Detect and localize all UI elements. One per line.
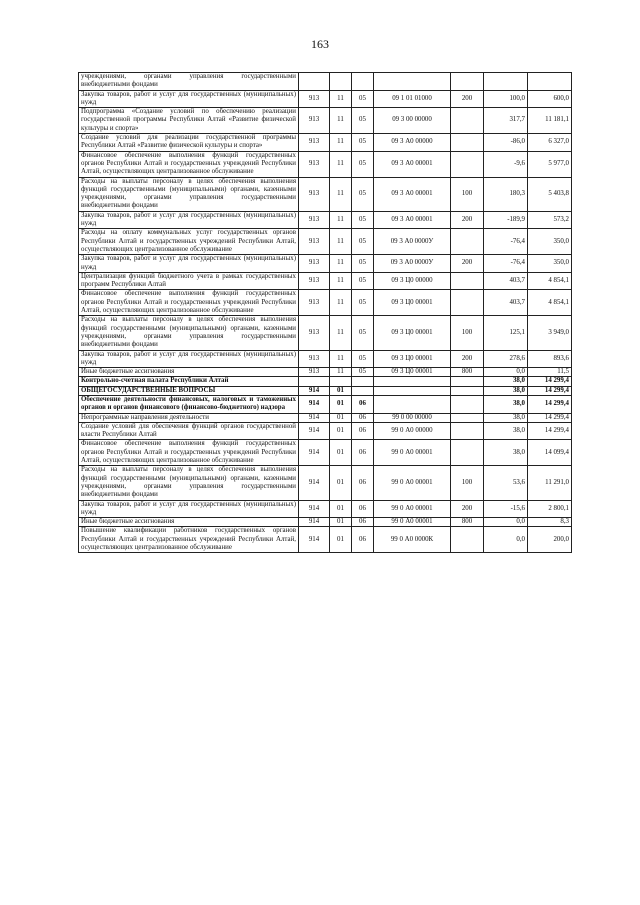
target-article-cell [374, 395, 451, 413]
target-article-cell [374, 377, 451, 386]
change-amount-cell: 0,0 [484, 518, 528, 527]
expense-name-cell: Создание условий для обеспечения функций органов государственной власти Республики Алтай [79, 422, 299, 440]
ministry-code-cell: 914 [299, 440, 330, 466]
subsection-code-cell: 05 [352, 151, 374, 177]
subsection-code-cell: 05 [352, 90, 374, 108]
expense-type-cell: 800 [451, 518, 484, 527]
subsection-code-cell [352, 377, 374, 386]
total-amount-cell: 6 327,0 [528, 134, 572, 152]
subsection-code-cell: 06 [352, 466, 374, 500]
ministry-code-cell: 913 [299, 134, 330, 152]
table-row [79, 518, 572, 527]
ministry-code-cell: 914 [299, 518, 330, 527]
ministry-code-cell: 914 [299, 527, 330, 553]
table-row [79, 229, 572, 255]
subsection-code-cell: 05 [352, 255, 374, 273]
change-amount-cell: 100,0 [484, 90, 528, 108]
expense-name-cell: Финансовое обеспечение выполнения функций государственных органов Республики Алтай и государственных учреждений Республики Алтай, осуществляющих централизованное обслуживание [79, 151, 299, 177]
ministry-code-cell: 914 [299, 500, 330, 518]
page-number: 163 [311, 37, 329, 51]
change-amount-cell: 403,7 [484, 290, 528, 316]
table-row [79, 395, 572, 413]
expense-name-cell: Создание условий для реализации государственной программы Республики Алтай «Развитие физической культуры и спорта» [79, 134, 299, 152]
total-amount-cell: 350,0 [528, 229, 572, 255]
total-amount-cell: 14 299,4 [528, 422, 572, 440]
total-amount-cell: 893,6 [528, 350, 572, 368]
target-article-cell: 09 3 Ц0 00001 [374, 368, 451, 377]
budget-table [78, 72, 572, 553]
target-article-cell: 99 0 А0 0000К [374, 527, 451, 553]
change-amount-cell: 125,1 [484, 316, 528, 350]
expense-name-cell: Закупка товаров, работ и услуг для государственных (муниципальных) нужд [79, 500, 299, 518]
expense-type-cell [451, 290, 484, 316]
ministry-code-cell: 914 [299, 413, 330, 422]
ministry-code-cell: 913 [299, 90, 330, 108]
target-article-cell: 09 3 А0 00001 [374, 177, 451, 211]
change-amount-cell: 38,0 [484, 440, 528, 466]
section-code-cell: 11 [330, 350, 352, 368]
subsection-code-cell: 05 [352, 229, 374, 255]
section-code-cell: 11 [330, 290, 352, 316]
expense-type-cell [451, 386, 484, 395]
subsection-code-cell: 05 [352, 211, 374, 229]
expense-type-cell [451, 108, 484, 134]
expense-type-cell [451, 134, 484, 152]
section-code-cell: 01 [330, 395, 352, 413]
ministry-code-cell: 914 [299, 386, 330, 395]
total-amount-cell: 11,5 [528, 368, 572, 377]
change-amount-cell: 38,0 [484, 413, 528, 422]
expense-name-cell: Финансовое обеспечение выполнения функций государственных органов Республики Алтай и государственных учреждений Республики Алтай, осуществляющих централизованное обслуживание [79, 440, 299, 466]
table-row [79, 108, 572, 134]
expense-type-cell [451, 440, 484, 466]
change-amount-cell: -15,6 [484, 500, 528, 518]
table-row [79, 350, 572, 368]
section-code-cell: 11 [330, 211, 352, 229]
subsection-code-cell: 06 [352, 413, 374, 422]
table-row [79, 290, 572, 316]
expense-name-cell: Контрольно-счетная палата Республики Алтай [79, 377, 299, 386]
expense-name-cell: Расходы на выплаты персоналу в целях обеспечения выполнения функций государственными (муниципальными) органами, казенными учреждениями, органами управления государственными внебюджетными фондами [79, 466, 299, 500]
subsection-code-cell: 06 [352, 440, 374, 466]
expense-type-cell: 100 [451, 466, 484, 500]
total-amount-cell: 5 977,0 [528, 151, 572, 177]
target-article-cell: 09 3 Ц0 00000 [374, 272, 451, 290]
section-code-cell [330, 73, 352, 91]
subsection-code-cell: 06 [352, 518, 374, 527]
section-code-cell: 11 [330, 316, 352, 350]
section-code-cell: 01 [330, 413, 352, 422]
subsection-code-cell: 05 [352, 272, 374, 290]
target-article-cell: 09 3 А0 00000 [374, 134, 451, 152]
change-amount-cell: 38,0 [484, 377, 528, 386]
expense-type-cell: 200 [451, 350, 484, 368]
expense-name-cell: Иные бюджетные ассигнования [79, 518, 299, 527]
change-amount-cell: -76,4 [484, 255, 528, 273]
table-row [79, 422, 572, 440]
section-code-cell: 01 [330, 386, 352, 395]
table-row [79, 316, 572, 350]
expense-name-cell: Повышение квалификации работников государственных органов Республики Алтай и государственных учреждений Республики Алтай, осуществляющих централизованное обслуживание [79, 527, 299, 553]
section-code-cell: 11 [330, 151, 352, 177]
subsection-code-cell: 06 [352, 527, 374, 553]
ministry-code-cell: 913 [299, 316, 330, 350]
total-amount-cell: 14 299,4 [528, 395, 572, 413]
table-row [79, 211, 572, 229]
expense-type-cell [451, 229, 484, 255]
section-code-cell: 01 [330, 518, 352, 527]
change-amount-cell: 180,3 [484, 177, 528, 211]
expense-name-cell: Закупка товаров, работ и услуг для государственных (муниципальных) нужд [79, 90, 299, 108]
change-amount-cell: 38,0 [484, 386, 528, 395]
subsection-code-cell: 05 [352, 350, 374, 368]
target-article-cell: 09 3 Ц0 00001 [374, 350, 451, 368]
table-row [79, 386, 572, 395]
change-amount-cell: 0,0 [484, 527, 528, 553]
expense-name-cell: Закупка товаров, работ и услуг для государственных (муниципальных) нужд [79, 211, 299, 229]
target-article-cell [374, 386, 451, 395]
expense-type-cell [451, 422, 484, 440]
expense-type-cell: 200 [451, 500, 484, 518]
change-amount-cell: 53,6 [484, 466, 528, 500]
budget-table-body [79, 73, 572, 553]
expense-type-cell: 100 [451, 177, 484, 211]
target-article-cell: 99 0 А0 00001 [374, 500, 451, 518]
section-code-cell: 11 [330, 272, 352, 290]
target-article-cell: 09 3 Ц0 00001 [374, 290, 451, 316]
table-row [79, 73, 572, 91]
subsection-code-cell: 06 [352, 500, 374, 518]
change-amount-cell: -76,4 [484, 229, 528, 255]
total-amount-cell: 350,0 [528, 255, 572, 273]
ministry-code-cell: 913 [299, 151, 330, 177]
change-amount-cell: -189,9 [484, 211, 528, 229]
change-amount-cell: 403,7 [484, 272, 528, 290]
total-amount-cell: 11 291,0 [528, 466, 572, 500]
table-row [79, 466, 572, 500]
change-amount-cell: -86,0 [484, 134, 528, 152]
total-amount-cell: 14 299,4 [528, 413, 572, 422]
target-article-cell: 99 0 А0 00001 [374, 518, 451, 527]
subsection-code-cell: 05 [352, 316, 374, 350]
subsection-code-cell: 05 [352, 134, 374, 152]
expense-name-cell: Закупка товаров, работ и услуг для государственных (муниципальных) нужд [79, 350, 299, 368]
subsection-code-cell: 05 [352, 290, 374, 316]
ministry-code-cell: 913 [299, 272, 330, 290]
subsection-code-cell: 06 [352, 395, 374, 413]
ministry-code-cell: 913 [299, 177, 330, 211]
total-amount-cell: 4 854,1 [528, 272, 572, 290]
change-amount-cell [484, 73, 528, 91]
table-row [79, 151, 572, 177]
expense-name-cell: Централизация функций бюджетного учета в рамках государственных программ Республики Алтай [79, 272, 299, 290]
expense-name-cell: ОБЩЕГОСУДАРСТВЕННЫЕ ВОПРОСЫ [79, 386, 299, 395]
expense-type-cell [451, 395, 484, 413]
section-code-cell: 11 [330, 108, 352, 134]
subsection-code-cell: 05 [352, 368, 374, 377]
expense-name-cell: Расходы на выплаты персоналу в целях обеспечения выполнения функций государственными (муниципальными) органами, казенными учреждениями, органами управления государственными внебюджетными фондами [79, 316, 299, 350]
expense-type-cell: 200 [451, 211, 484, 229]
total-amount-cell: 3 949,0 [528, 316, 572, 350]
ministry-code-cell [299, 73, 330, 91]
expense-name-cell: Расходы на оплату коммунальных услуг государственных органов Республики Алтай и государственных учреждений Республики Алтай, осуществляющих централизованное обслуживание [79, 229, 299, 255]
table-row [79, 413, 572, 422]
total-amount-cell [528, 73, 572, 91]
section-code-cell: 11 [330, 229, 352, 255]
table-row [79, 368, 572, 377]
table-row [79, 527, 572, 553]
target-article-cell [374, 73, 451, 91]
change-amount-cell: 38,0 [484, 422, 528, 440]
total-amount-cell: 14 099,4 [528, 440, 572, 466]
target-article-cell: 99 0 А0 00001 [374, 440, 451, 466]
total-amount-cell: 11 181,1 [528, 108, 572, 134]
target-article-cell: 09 3 А0 00001 [374, 151, 451, 177]
expense-type-cell [451, 151, 484, 177]
expense-type-cell: 200 [451, 90, 484, 108]
section-code-cell: 11 [330, 90, 352, 108]
ministry-code-cell: 913 [299, 255, 330, 273]
change-amount-cell: 38,0 [484, 395, 528, 413]
section-code-cell [330, 377, 352, 386]
section-code-cell: 01 [330, 527, 352, 553]
section-code-cell: 11 [330, 368, 352, 377]
section-code-cell: 01 [330, 500, 352, 518]
table-row [79, 377, 572, 386]
total-amount-cell: 200,0 [528, 527, 572, 553]
section-code-cell: 11 [330, 177, 352, 211]
table-row [79, 272, 572, 290]
expense-name-cell: Иные бюджетные ассигнования [79, 368, 299, 377]
ministry-code-cell: 913 [299, 229, 330, 255]
ministry-code-cell: 913 [299, 108, 330, 134]
ministry-code-cell: 914 [299, 395, 330, 413]
ministry-code-cell: 914 [299, 422, 330, 440]
target-article-cell: 99 0 А0 00001 [374, 466, 451, 500]
target-article-cell: 09 1 01 01000 [374, 90, 451, 108]
subsection-code-cell: 06 [352, 422, 374, 440]
section-code-cell: 01 [330, 466, 352, 500]
table-row [79, 255, 572, 273]
ministry-code-cell: 913 [299, 350, 330, 368]
ministry-code-cell: 913 [299, 211, 330, 229]
table-row [79, 177, 572, 211]
target-article-cell: 09 3 А0 0000У [374, 229, 451, 255]
target-article-cell: 99 0 А0 00000 [374, 422, 451, 440]
ministry-code-cell [299, 377, 330, 386]
table-row [79, 440, 572, 466]
total-amount-cell: 600,0 [528, 90, 572, 108]
expense-name-cell: Расходы на выплаты персоналу в целях обеспечения выполнения функций государственными (муниципальными) органами, казенными учреждениями, органами управления государственными внебюджетными фондами [79, 177, 299, 211]
expense-name-cell: Подпрограмма «Создание условий по обеспечению реализации государственной программы Республики Алтай «Развитие физической культуры и спорта» [79, 108, 299, 134]
expense-name-cell: Закупка товаров, работ и услуг для государственных (муниципальных) нужд [79, 255, 299, 273]
total-amount-cell: 2 800,1 [528, 500, 572, 518]
change-amount-cell: 317,7 [484, 108, 528, 134]
total-amount-cell: 5 403,8 [528, 177, 572, 211]
change-amount-cell: 278,6 [484, 350, 528, 368]
section-code-cell: 11 [330, 255, 352, 273]
expense-type-cell: 800 [451, 368, 484, 377]
section-code-cell: 11 [330, 134, 352, 152]
expense-type-cell [451, 527, 484, 553]
table-row [79, 500, 572, 518]
total-amount-cell: 573,2 [528, 211, 572, 229]
expense-name-cell: учреждениями, органами управления государственными внебюджетными фондами [79, 73, 299, 91]
change-amount-cell: -9,6 [484, 151, 528, 177]
table-row [79, 134, 572, 152]
subsection-code-cell [352, 386, 374, 395]
total-amount-cell: 4 854,1 [528, 290, 572, 316]
expense-type-cell [451, 413, 484, 422]
total-amount-cell: 14 299,4 [528, 386, 572, 395]
expense-type-cell: 200 [451, 255, 484, 273]
expense-type-cell [451, 272, 484, 290]
target-article-cell: 09 3 00 00000 [374, 108, 451, 134]
section-code-cell: 01 [330, 440, 352, 466]
expense-type-cell: 100 [451, 316, 484, 350]
change-amount-cell: 0,0 [484, 368, 528, 377]
expense-name-cell: Обеспечение деятельности финансовых, налоговых и таможенных органов и органов финансового (финансово-бюджетного) надзора [79, 395, 299, 413]
table-row [79, 90, 572, 108]
total-amount-cell: 8,3 [528, 518, 572, 527]
ministry-code-cell: 913 [299, 368, 330, 377]
target-article-cell: 09 3 Ц0 00001 [374, 316, 451, 350]
ministry-code-cell: 914 [299, 466, 330, 500]
ministry-code-cell: 913 [299, 290, 330, 316]
target-article-cell: 09 3 А0 00001 [374, 211, 451, 229]
expense-type-cell [451, 377, 484, 386]
target-article-cell: 99 0 00 00000 [374, 413, 451, 422]
section-code-cell: 01 [330, 422, 352, 440]
target-article-cell: 09 3 А0 0000У [374, 255, 451, 273]
expense-type-cell [451, 73, 484, 91]
total-amount-cell: 14 299,4 [528, 377, 572, 386]
subsection-code-cell [352, 73, 374, 91]
expense-name-cell: Непрограммные направления деятельности [79, 413, 299, 422]
expense-name-cell: Финансовое обеспечение выполнения функций государственных органов Республики Алтай и государственных учреждений Республики Алтай, осуществляющих централизованное обслуживание [79, 290, 299, 316]
subsection-code-cell: 05 [352, 177, 374, 211]
subsection-code-cell: 05 [352, 108, 374, 134]
